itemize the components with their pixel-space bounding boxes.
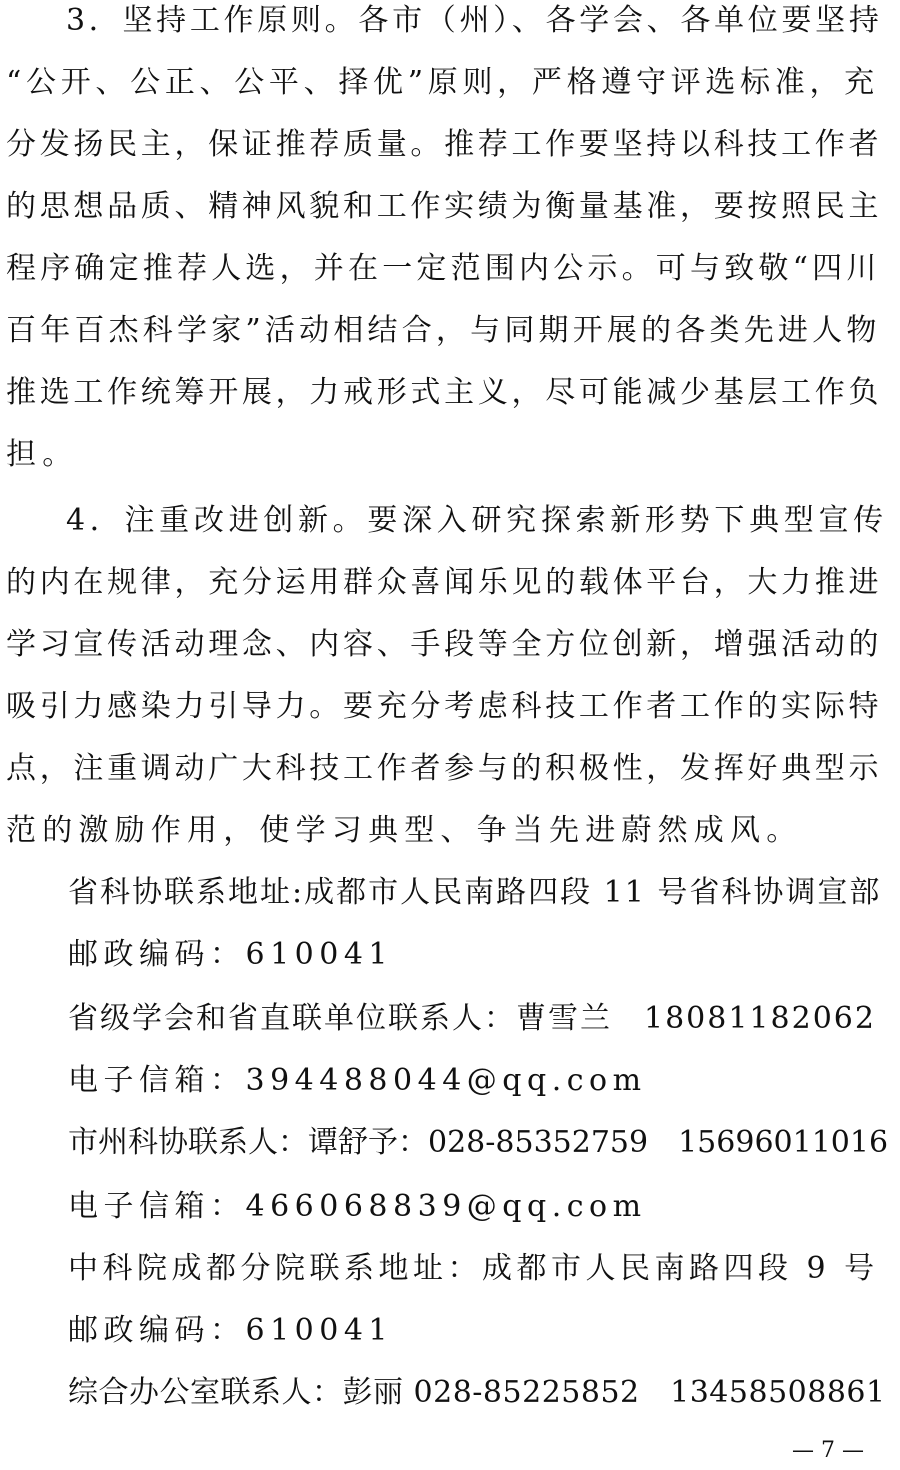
- paragraph-line: 吸引力感染力引导力。要充分考虑科技工作者工作的实际特: [6, 689, 883, 724]
- contact-person-societies: 省级学会和省直联单位联系人：曹雪兰 18081182062: [68, 1001, 876, 1036]
- contact-person-cities: 市州科协联系人：谭舒予：028-85352759 15696011016: [68, 1125, 889, 1160]
- page-number: — 7 —: [792, 1438, 864, 1463]
- paragraph-line: 百年百杰科学家”活动相结合，与同期开展的各类先进人物: [6, 313, 881, 348]
- paragraph-line: 分发扬民主，保证推荐质量。推荐工作要坚持以科技工作者: [6, 127, 883, 162]
- contact-email: 电子信箱：466068839@qq.com: [68, 1189, 647, 1224]
- paragraph-line: 4．注重改进创新。要深入研究探索新形势下典型宣传: [66, 503, 888, 538]
- contact-person-office: 综合办公室联系人：彭丽 028-85225852 13458508861: [68, 1375, 886, 1410]
- contact-address-cas: 中科院成都分院联系地址：成都市人民南路四段 9 号: [68, 1251, 879, 1286]
- paragraph-line: 范的激励作用，使学习典型、争当先进蔚然成风。: [6, 813, 803, 848]
- paragraph-line: 担。: [6, 437, 79, 472]
- contact-postcode: 邮政编码：610041: [68, 937, 394, 972]
- contact-address-provincial: 省科协联系地址:成都市人民南路四段 11 号省科协调宣部: [68, 875, 882, 910]
- paragraph-line: 3．坚持工作原则。各市（州）、各学会、各单位要坚持: [66, 3, 883, 38]
- paragraph-line: 学习宣传活动理念、内容、手段等全方位创新，增强活动的: [6, 627, 883, 662]
- paragraph-line: 推选工作统筹开展，力戒形式主义，尽可能减少基层工作负: [6, 375, 883, 410]
- paragraph-line: 的内在规律，充分运用群众喜闻乐见的载体平台，大力推进: [6, 565, 883, 600]
- contact-postcode: 邮政编码：610041: [68, 1313, 394, 1348]
- paragraph-line: 点，注重调动广大科技工作者参与的积极性，发挥好典型示: [6, 751, 883, 786]
- paragraph-line: “公开、公正、公平、择优”原则，严格遵守评选标准，充: [6, 65, 879, 100]
- paragraph-line: 程序确定推荐人选，并在一定范围内公示。可与致敬“四川: [6, 251, 881, 286]
- contact-email: 电子信箱：394488044@qq.com: [68, 1063, 647, 1098]
- paragraph-line: 的思想品质、精神风貌和工作实绩为衡量基准，要按照民主: [6, 189, 883, 224]
